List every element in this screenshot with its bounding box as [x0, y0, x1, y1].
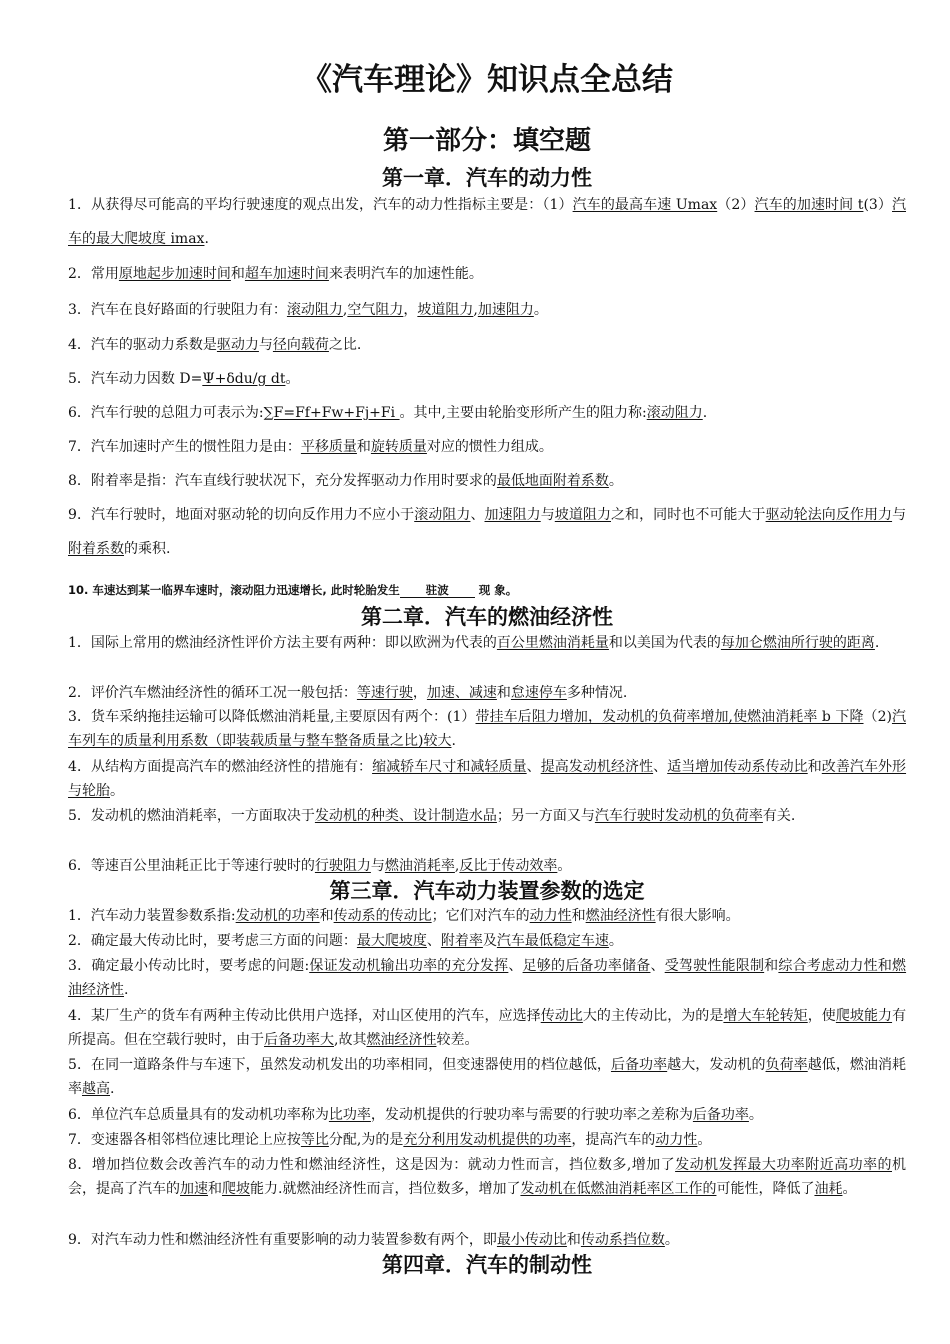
item-text: .	[204, 231, 209, 247]
item-text: 和	[319, 908, 334, 924]
item-text: 2．确定最大传动比时，要考虑三方面的问题：	[68, 933, 357, 949]
answer-text: 传动系的传动比	[333, 908, 432, 924]
answer-text: 汽车的最大爬坡度 imax	[68, 197, 907, 247]
list-item	[68, 396, 906, 430]
item-text: .	[874, 635, 880, 651]
item-text: 、	[508, 958, 523, 974]
list-item	[68, 1004, 906, 1052]
item-text: 1．从获得尽可能高的平均行驶速度的观点出发，汽车的动力性指标主要是：（1）	[68, 197, 573, 213]
item-text: 3．汽车在良好路面的行驶阻力有：	[68, 302, 287, 318]
chapter-title: 第三章．汽车动力装置参数的选定	[329, 879, 645, 903]
item-text: 和	[230, 266, 245, 282]
item-text: 6．单位汽车总质量具有的发动机功率称为	[68, 1107, 329, 1123]
item-text: 9．汽车行驶时，地面对驱动轮的切向反作用力不应小于	[68, 507, 415, 523]
item-text: (3）	[863, 197, 893, 213]
answer-text: 等速行驶	[356, 685, 413, 701]
answer-text: 平移质量	[300, 439, 357, 455]
answer-text: 发动机的功率	[235, 908, 320, 924]
item-text: 7．汽车加速时产生的惯性阻力是由：	[68, 439, 301, 455]
answer-text: 最低地面附着系数	[496, 473, 609, 489]
item-text: 和	[356, 439, 371, 455]
answer-text: 受驾驶性能限制	[664, 958, 765, 974]
answer-text: Ψ+δdu/g dt	[202, 371, 286, 387]
answer-text: 缩减轿车尺寸和减轻质量	[372, 759, 527, 775]
item-text: 。	[842, 1181, 857, 1197]
list-item	[68, 854, 906, 878]
item-text: ，使	[807, 1008, 836, 1024]
answer-text: 发动机的种类、设计制造水品	[314, 808, 497, 824]
item-text: 4．从结构方面提高汽车的燃油经济性的措施有：	[68, 759, 373, 775]
answer-text: 汽车的最高车速 Umax	[572, 197, 718, 213]
item-text: 和	[571, 908, 586, 924]
item-text: 1．国际上常用的燃油经济性评价方法主要有两种：即以欧洲为代表的	[68, 635, 497, 651]
answer-text: 动力性	[655, 1132, 698, 1148]
answer-text: 旋转质量	[370, 439, 427, 455]
list-item	[68, 188, 906, 256]
item-text: 有很大影响。	[655, 908, 740, 924]
item-text: 。	[664, 1232, 679, 1248]
answer-text: 最小传动比	[496, 1232, 567, 1248]
item-text: 能力.就燃油经济性而言，挡位数多，增加了	[250, 1181, 521, 1197]
list-item	[68, 1228, 906, 1252]
answer-text: 汽车行驶时发动机的负荷率	[594, 808, 763, 824]
item-text: ，发动机提供的行驶功率与需要的行驶功率之差称为	[370, 1107, 693, 1123]
answer-text: 原地起步加速时间	[118, 266, 231, 282]
item-text: 和	[566, 1232, 581, 1248]
item-text: 1．汽车动力装置参数系指:	[68, 908, 236, 924]
item-text: 、	[470, 507, 485, 523]
answer-text: 负荷率	[765, 1057, 808, 1073]
answer-text: 怠速停车	[510, 685, 567, 701]
answer-text: 燃油经济性	[366, 1032, 437, 1048]
item-text: ,	[454, 858, 460, 874]
item-text: 有所提高。但在空载行驶时，由于	[68, 1008, 907, 1048]
item-text: 4．某厂生产的货车有两种主传动比供用户选择，对山区使用的汽车，应选择	[68, 1008, 541, 1024]
list-item	[68, 293, 906, 327]
item-text: 。	[110, 783, 124, 799]
item-text: 9．对汽车动力性和燃油经济性有重要影响的动力装置参数有两个，即	[68, 1232, 497, 1248]
item-text: 5．汽车动力因数 D=	[68, 371, 203, 387]
answer-text: 超车加速时间	[244, 266, 329, 282]
item-text: ，提高汽车的	[571, 1132, 656, 1148]
item-text: 。	[608, 933, 623, 949]
item-text: 的乘积.	[124, 541, 171, 557]
item-text: 与	[540, 507, 555, 523]
answer-text: 坡道阻力	[554, 507, 611, 523]
answer-text: 汽车列车的质量利用系数（即装载质量与整车整备质量之比)较大	[68, 709, 907, 749]
answer-text: 空气阻力	[347, 302, 404, 318]
answer-text: 滚动阻力	[286, 302, 343, 318]
answer-text: 径向载荷	[272, 337, 329, 353]
item-text: 。	[697, 1132, 712, 1148]
list-item	[68, 257, 906, 291]
item-text: 7．变速器各相邻档位速比理论上应按	[68, 1132, 301, 1148]
item-text: ,故其	[334, 1032, 367, 1048]
item-text: 3．货车采纳拖挂运输可以降低燃油消耗量,主要原因有两个：(1）	[68, 709, 476, 725]
answer-text: 适当增加传动系传动比	[667, 759, 808, 775]
answer-text: 提高发动机经济性	[540, 759, 654, 775]
answer-text: 综合考虑动力性和燃油经济性	[68, 958, 907, 998]
item-text: 8．附着率是指：汽车直线行驶状况下，充分发挥驱动力作用时要求的	[68, 473, 497, 489]
chapter-title: 第一章．汽车的动力性	[382, 166, 592, 190]
item-text: 10. 车速达到某一临界车速时，滚动阻力迅速增长, 此时轮胎发生	[68, 583, 400, 597]
item-text: 2．常用	[68, 266, 119, 282]
item-text: 和	[807, 759, 822, 775]
answer-text: 燃油经济性	[585, 908, 656, 924]
answer-text: 传动比	[540, 1008, 583, 1024]
answer-text: 动力性	[529, 908, 572, 924]
item-text: 与	[370, 858, 385, 874]
item-text: 2．评价汽车燃油经济性的循环工况一般包括：	[68, 685, 357, 701]
item-text: 6．等速百公里油耗正比于等速行驶时的	[68, 858, 315, 874]
answer-text: 驱动轮法向反作用力	[765, 507, 893, 523]
answer-text: 汽车的加速时间 t	[754, 197, 864, 213]
list-item	[68, 954, 906, 1002]
item-text: ,	[342, 302, 348, 318]
item-text: 和	[764, 958, 779, 974]
item-text: ，	[403, 302, 418, 318]
answer-text: 后备功率	[692, 1107, 749, 1123]
item-text: 机会，提高了汽车的	[68, 1157, 906, 1197]
list-item	[68, 929, 906, 953]
item-text: 和	[208, 1181, 222, 1197]
item-text: ；另一方面又与	[496, 808, 595, 824]
answer-text: 行驶阻力	[314, 858, 371, 874]
list-item	[68, 1153, 906, 1201]
item-text: 大的主传动比，为的是	[582, 1008, 724, 1024]
item-text: 越低，燃油消耗率	[68, 1057, 907, 1097]
item-text: 。其中,主要由轮胎变形所产生的阻力称:	[399, 405, 647, 421]
list-item	[68, 430, 906, 464]
item-text: 5．在同一道路条件与车速下，虽然发动机发出的功率相同，但变速器使用的档位越低，	[68, 1057, 611, 1073]
item-text: 4．汽车的驱动力系数是	[68, 337, 217, 353]
item-text: 、	[653, 759, 668, 775]
item-text: 多种情况.	[566, 685, 628, 701]
chapter-title: 第二章．汽车的燃油经济性	[361, 605, 613, 629]
item-text: 与	[258, 337, 273, 353]
item-text: 有关.	[762, 808, 796, 824]
answer-text: 足够的后备功率储备	[522, 958, 651, 974]
part-title: 第一部分：填空题	[382, 126, 591, 156]
answer-text: 加速阻力	[484, 507, 541, 523]
item-text: 之比.	[328, 337, 362, 353]
list-item	[68, 681, 906, 705]
answer-text: 后备功率	[610, 1057, 668, 1073]
item-text: 3．确定最小传动比时，要考虑的问题:	[68, 958, 310, 974]
list-item	[68, 1053, 906, 1101]
item-text: 。	[533, 302, 548, 318]
item-text: （2)	[863, 709, 892, 725]
list-item	[68, 328, 906, 362]
item-text: 越大，发动机的	[667, 1057, 766, 1073]
item-text: 、	[526, 759, 541, 775]
item-text: .	[702, 405, 708, 421]
answer-text: 滚动阻力	[646, 405, 703, 421]
item-text: 及	[482, 933, 497, 949]
item-text: 。	[608, 473, 623, 489]
answer-text: 最大爬坡度	[356, 933, 427, 949]
answer-text: 每加仑燃油所行驶的距离	[720, 635, 875, 651]
item-text: 8．增加挡位数会改善汽车的动力性和燃油经济性，这是因为：就动力性而言，挡位数多,增加了	[68, 1157, 676, 1173]
answer-text: 驱动力	[216, 337, 259, 353]
item-text: .	[110, 1081, 115, 1097]
answer-text: 发动机在低燃油消耗率区工作的	[520, 1181, 717, 1197]
list-item	[68, 573, 906, 607]
document-title: 《汽车理论》知识点全总结	[301, 62, 673, 98]
answer-text: 百公里燃油消耗量	[496, 635, 609, 651]
item-text: 之和，同时也不可能大于	[611, 507, 766, 523]
item-text: 。	[285, 371, 300, 387]
answer-text: 汽车最低稳定车速	[496, 933, 609, 949]
answer-text: 加速	[180, 1181, 208, 1197]
list-item	[68, 362, 906, 396]
list-item	[68, 705, 906, 753]
item-text: 现 象。	[474, 583, 518, 597]
answer-text: 改善汽车外形与轮胎	[68, 759, 907, 799]
item-text: 分配,为的是	[328, 1132, 404, 1148]
list-item	[68, 755, 906, 803]
answer-text: 加速阻力	[477, 302, 534, 318]
answer-text: 附着系数	[68, 541, 124, 557]
answer-text: 充分利用发动机提供的功率	[403, 1132, 572, 1148]
list-item	[68, 1128, 906, 1152]
list-item	[68, 1103, 906, 1127]
item-text: ，	[412, 685, 427, 701]
item-text: 、	[426, 933, 441, 949]
answer-text: 油耗	[814, 1181, 843, 1197]
list-item	[68, 904, 906, 928]
answer-text: 传动系挡位数	[580, 1232, 665, 1248]
list-item	[68, 498, 906, 566]
answer-text: 增大车轮转矩	[723, 1008, 808, 1024]
item-text: 5．发动机的燃油消耗率，一方面取决于	[68, 808, 315, 824]
answer-text: 爬坡	[222, 1181, 250, 1197]
item-text: ,	[473, 302, 478, 318]
answer-text: 燃油消耗率	[384, 858, 455, 874]
item-text: 来表明汽车的加速性能。	[328, 266, 483, 282]
answer-text: 等比	[300, 1132, 329, 1148]
chapter-title: 第四章．汽车的制动性	[382, 1253, 592, 1277]
answer-text: 滚动阻力	[414, 507, 471, 523]
answer-text: 后备功率大	[264, 1032, 334, 1048]
list-item	[68, 464, 906, 498]
item-text: 和以美国为代表的	[608, 635, 721, 651]
item-text: 6．汽车行驶的总阻力可表示为:	[68, 405, 264, 421]
answer-text: 比功率	[328, 1107, 371, 1123]
list-item	[68, 804, 906, 828]
item-text: 对应的惯性力组成。	[426, 439, 553, 455]
answer-text: 带挂车后阻力增加，发动机的负荷率增加,使燃油消耗率 b 下降	[475, 709, 864, 725]
item-text: 可能性，降低了	[716, 1181, 815, 1197]
item-text: ；它们对汽车的	[431, 908, 530, 924]
item-text: 和	[496, 685, 511, 701]
list-item	[68, 631, 906, 655]
answer-text: 越高	[82, 1081, 110, 1097]
item-text: （2）	[717, 197, 755, 213]
item-text: .	[124, 982, 129, 998]
answer-text: 附着率	[440, 933, 483, 949]
answer-text: 坡道阻力	[417, 302, 474, 318]
item-text: 、	[650, 958, 665, 974]
answer-text: 爬坡能力	[835, 1008, 893, 1024]
item-text: 较差。	[436, 1032, 479, 1048]
item-text: 与	[892, 507, 907, 523]
answer-text: 加速、减速	[426, 685, 497, 701]
answer-text: 反比于传动效率	[459, 858, 558, 874]
answer-text: ∑F=Ff+Fw+Fj+Fi	[263, 405, 400, 421]
answer-text: 发动机发挥最大功率附近高功率的	[675, 1157, 892, 1173]
answer-blank: 驻波	[401, 583, 473, 597]
answer-text: 保证发动机输出功率的充分发挥	[309, 958, 509, 974]
item-text: 。	[748, 1107, 763, 1123]
item-text: 。	[557, 858, 572, 874]
item-text: .	[451, 733, 456, 749]
